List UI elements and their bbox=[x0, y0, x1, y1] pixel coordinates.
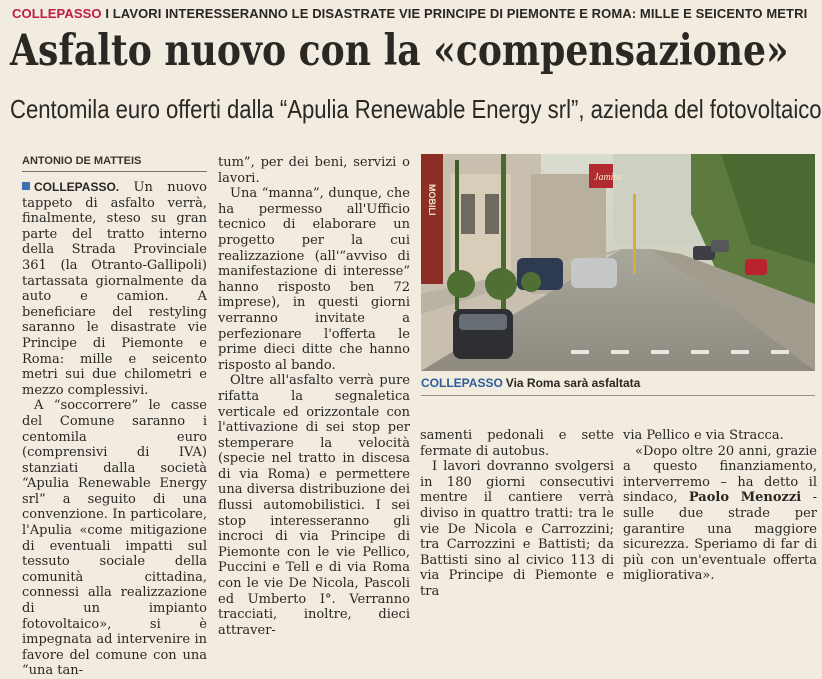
kicker bbox=[12, 6, 812, 21]
mayor-name: Paolo Menozzi bbox=[688, 490, 802, 506]
article-paragraph: samenti pedonali e sette fermate di autobus. bbox=[420, 428, 614, 459]
article-paragraph: via Pellico e via Stracca. bbox=[623, 428, 784, 443]
article-column-1 bbox=[22, 180, 207, 679]
article-paragraph: I lavori dovranno svolgersi in 180 giorni consecutivi mentre il cantiere verrà diviso in quattro tratti: tra le vie De Nicola e Carrozzini; tra Carrozzini e Battisti; da Battisti sino al civico 113 di via Principe di Piemonte e tra bbox=[420, 459, 614, 599]
paragraph-text: Un nuovo tappeto di asfalto verrà, finalmente, steso su gran parte del tratto interno della Strada Provinciale 361 (la Otranto-Gallipoli) tartassata giornalmente da auto e camion. A beneficiare del restyling saranno le disastrate vie Principe di Piemonte e Roma: mille e seicento metri sui due chilometri e mezzo complessivi. bbox=[22, 180, 207, 398]
article-paragraph: A “soccorrere” le casse del Comune saranno i centomila euro (comprensivi di IVA) stanziati dalla società “Apulia Renewable Energy srl” a seguito di una convenzione. In particolare, l'Apulia «come mitigazione di eventuali impatti sul tessuto sociale della comunità cittadina, connessi alla realizzazione di un impianto fotovoltaico», si è impegnata ad intervenire in favore del comune con una “una tan- bbox=[22, 398, 207, 679]
article-column-3 bbox=[420, 428, 614, 600]
byline-rule bbox=[22, 171, 207, 172]
article-paragraph: Oltre all'asfalto verrà pure rifatta la segnaletica verticale ed orizzontale con l'attivazione di sei stop per stemperare la velocità (specie nel tratto in discesa di via Roma) e permettere una diversa distribuzione dei flussi automobilistici. I sei stop interesseranno gli incroci di via Principe di Piemonte con le vie Pellico, Puccini e Tell e di via Roma con le vie De Nicola, Pascoli ed Umberto I°. Verranno tracciati, inoltre, dieci attraver- bbox=[218, 373, 410, 638]
quote-text: «Dopo oltre 20 anni, grazie a questo finanziamento, interverremo – ha detto il sindaco, bbox=[623, 443, 817, 506]
photo-caption bbox=[421, 376, 640, 390]
article-column-4 bbox=[623, 428, 817, 584]
article-paragraph bbox=[623, 444, 817, 584]
headline: Asfalto nuovo con la «compensazione» bbox=[10, 26, 789, 76]
quote-text: - sulle due strade per garantire una maggiore sicurezza. Speriamo di far di più con un'eventuale offerta migliorativa». bbox=[623, 490, 817, 584]
subheadline: Centomila euro offerti dalla “Apulia Renewable Energy srl”, azienda del fotovoltaico bbox=[10, 94, 822, 124]
caption-rule bbox=[421, 395, 815, 396]
kicker-place: COLLEPASSO bbox=[12, 6, 102, 21]
article-paragraph bbox=[22, 180, 207, 398]
caption-text: Via Roma sarà asfaltata bbox=[505, 376, 641, 390]
caption-place: COLLEPASSO bbox=[421, 376, 503, 390]
kicker-text: I LAVORI INTERESSERANNO LE DISASTRATE VIE PRINCIPE DI PIEMONTE E ROMA: MILLE E SEICENTO METRI bbox=[105, 6, 808, 21]
byline: ANTONIO DE MATTEIS bbox=[22, 155, 142, 167]
shop-sign-left: MOBILI bbox=[427, 184, 437, 216]
dateline: COLLEPASSO. bbox=[34, 180, 120, 194]
article-column-2 bbox=[218, 155, 410, 638]
street-photo bbox=[421, 154, 815, 371]
article-paragraph: tum”, per dei beni, servizi o lavori. bbox=[218, 155, 410, 186]
article-paragraph: Una “manna”, dunque, che ha permesso all'Ufficio tecnico di elaborare un progetto per la cui realizzazione (all'“avviso di manifestazione di interesse” hanno risposto ben 72 imprese), in questi giorni verranno invitate a perfezionare l'offerta le prime dieci ditte che hanno risposto al bando. bbox=[218, 186, 410, 373]
shop-sign-right: Jamito bbox=[594, 172, 622, 183]
bullet-square-icon bbox=[22, 182, 30, 190]
